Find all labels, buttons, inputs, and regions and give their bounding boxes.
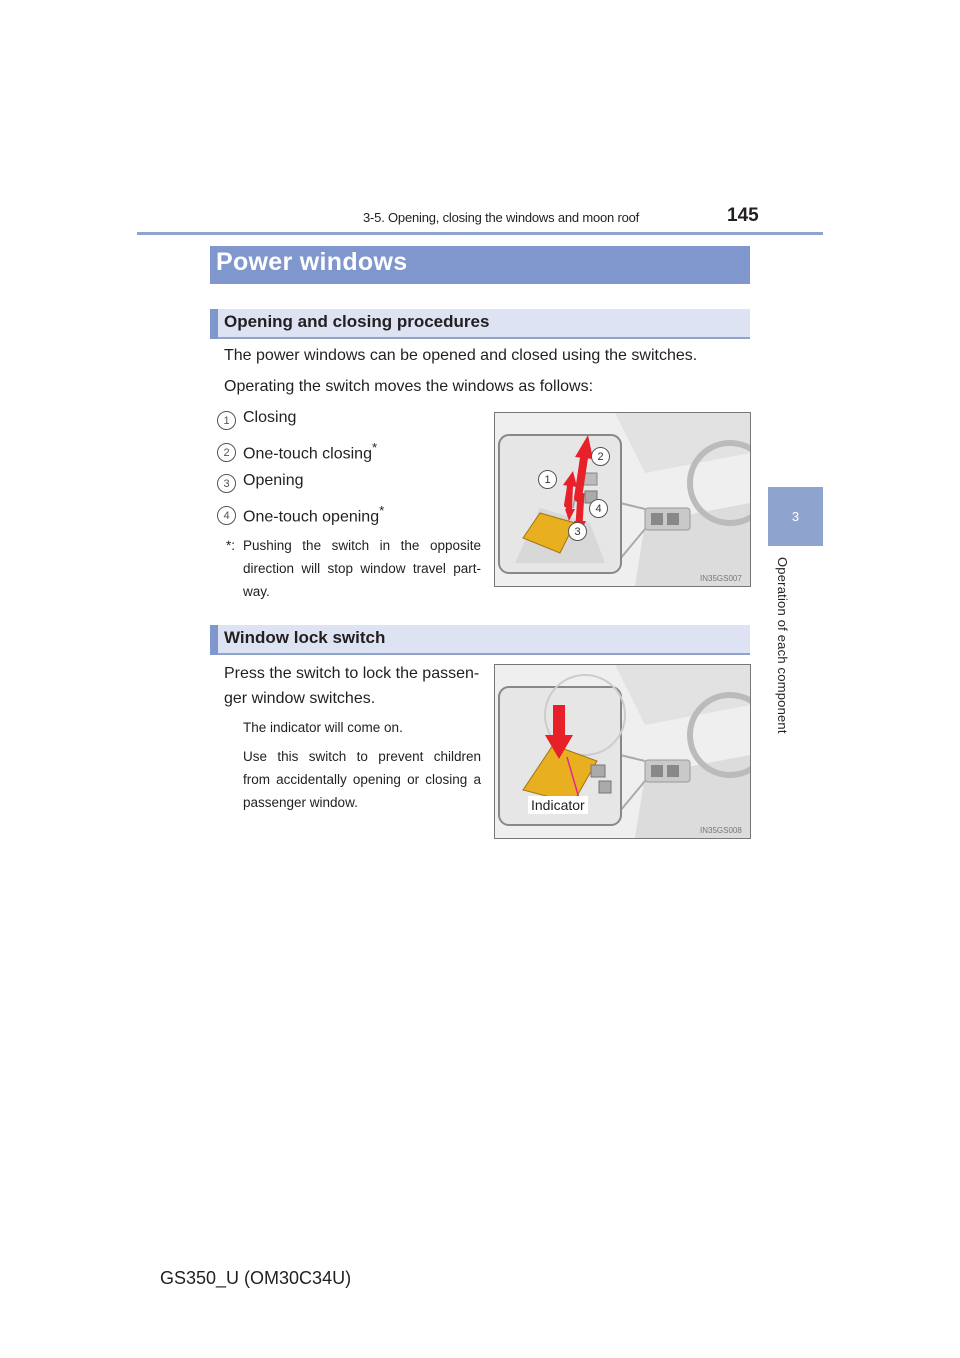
- section2-text: [224, 661, 479, 711]
- section1-heading-mark: [210, 309, 218, 339]
- figure-code: IN35GS007: [700, 574, 742, 583]
- item-label: One-touch opening: [243, 508, 380, 526]
- item-label-row: [243, 503, 384, 526]
- window-switch-figure: [494, 412, 751, 587]
- item-number: 1: [217, 411, 236, 430]
- section1-heading: Opening and closing procedures: [224, 312, 490, 331]
- footnote-line: way.: [243, 584, 270, 599]
- section2-heading: Window lock switch: [224, 628, 386, 647]
- section2-heading-mark: [210, 625, 218, 655]
- chapter-tab: [768, 487, 823, 546]
- item-label: One-touch closing: [243, 445, 372, 463]
- item-number: 2: [217, 443, 236, 462]
- chapter-number: 3: [791, 509, 800, 524]
- asterisk-mark: *: [379, 503, 385, 518]
- item-number: 4: [217, 506, 236, 525]
- callout-3: 3: [568, 522, 587, 541]
- section-header: 3-5. Opening, closing the windows and moon roof: [363, 210, 640, 225]
- footnote-mark: *:: [226, 538, 236, 553]
- window-lock-figure: [494, 664, 751, 839]
- window-switch-illustration: [495, 413, 750, 586]
- item-label-row: [243, 440, 377, 463]
- asterisk-mark: *: [371, 440, 378, 455]
- section1-intro2: Operating the switch moves the windows as follows:: [224, 378, 594, 395]
- note-line: passenger window.: [243, 795, 358, 810]
- callout-1: 1: [538, 470, 557, 489]
- section2-note1: The indicator will come on.: [243, 720, 403, 735]
- callout-2: 2: [591, 447, 610, 466]
- footnote-line: Pushing the switch in the opposite: [243, 538, 481, 553]
- indicator-label: Indicator: [528, 796, 588, 814]
- note-line: from accidentally opening or closing a: [243, 772, 481, 787]
- footnote-line: direction will stop window travel part-: [243, 561, 481, 576]
- page-number: 145: [727, 205, 759, 226]
- footnote-text: [243, 534, 481, 603]
- figure-code: IN35GS008: [700, 826, 742, 835]
- note-line: Use this switch to prevent children: [243, 749, 481, 764]
- section2-text-line: Press the switch to lock the passen-: [224, 665, 480, 682]
- section1-intro1: The power windows can be opened and closed using the switches.: [224, 347, 698, 364]
- item-label: Closing: [243, 409, 297, 426]
- header-rule: [137, 232, 823, 235]
- chapter-title: Operation of each component: [775, 557, 790, 734]
- footer-model-code: GS350_U (OM30C34U): [160, 1268, 352, 1288]
- item-number: 3: [217, 474, 236, 493]
- callout-4: 4: [589, 499, 608, 518]
- section2-text-line: ger window switches.: [224, 690, 376, 707]
- section2-note2: [243, 745, 481, 814]
- page-title: Power windows: [216, 248, 408, 276]
- item-label: Opening: [243, 472, 304, 489]
